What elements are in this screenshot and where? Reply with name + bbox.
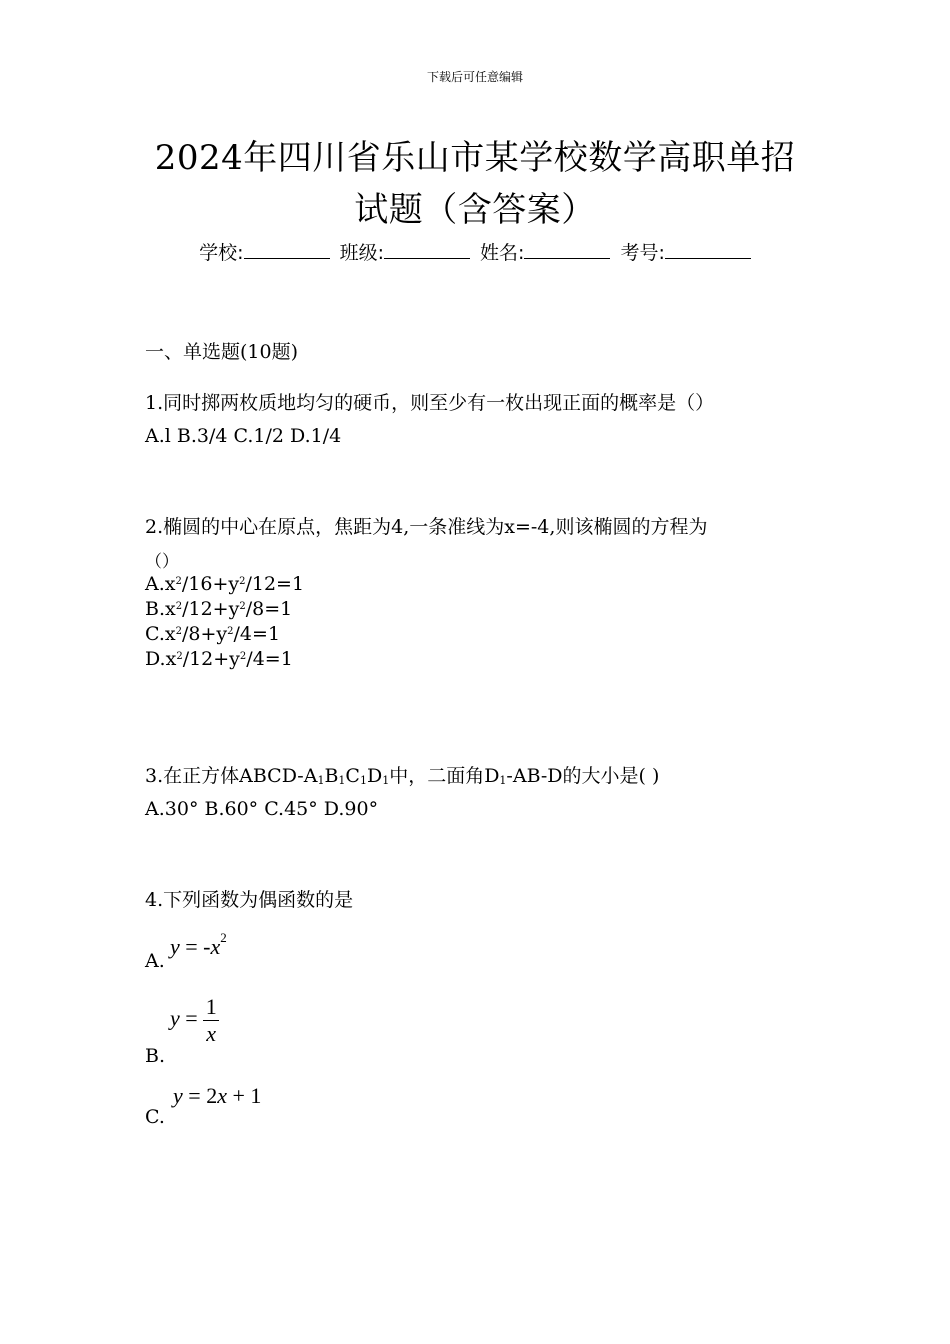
q4-option-b-label: B. [145, 1045, 166, 1067]
q1-options: A.l B.3/4 C.1/2 D.1/4 [145, 425, 342, 447]
q4-formula-a: $y = -x^2$ [170, 930, 227, 959]
q2-stem-bracket: （） [145, 552, 179, 572]
school-field [199, 238, 329, 265]
name-label: 姓名: [480, 242, 525, 264]
q2-option-d: $D.x^2/12+y^2/4=1$ [145, 648, 293, 670]
page-title-line2: 试题（含答案） [354, 190, 596, 230]
q2-option-a: $A.x^2/16+y^2/12=1$ [145, 573, 305, 595]
number-field [620, 238, 750, 265]
section-title: 一、单选题(10题) [145, 341, 299, 363]
school-blank [244, 240, 330, 259]
number-blank [665, 240, 751, 259]
header-note: 下载后可任意编辑 [426, 70, 523, 84]
q2-option-b: $B.x^2/12+y^2/8=1$ [145, 598, 293, 620]
name-blank [524, 240, 610, 259]
q2-option-c: $C.x^2/8+y^2/4=1$ [145, 623, 281, 645]
q4-option-a-label: A. [145, 950, 165, 972]
student-info-fields [0, 238, 950, 265]
q3-options: A.30° B.60° C.45° D.90° [145, 798, 379, 820]
q3-stem: 3.在正方体ABCD-$A_1B_1C_1D_1$中，二面角$D_1-AB-D$的大小是( ) [145, 765, 660, 787]
q4-stem: 4.下列函数为偶函数的是 [145, 889, 354, 911]
school-label: 学校: [199, 242, 244, 264]
number-label: 考号: [620, 242, 665, 264]
q4-option-c-label: C. [145, 1106, 165, 1128]
class-label: 班级: [339, 242, 384, 264]
page-title-line1: 2024年四川省乐山市某学校数学高职单招 [154, 138, 796, 178]
fraction: $\frac{1}{x}$ [203, 994, 219, 1047]
class-field [340, 238, 470, 265]
q4-formula-c: y = 2x + 1 [173, 1083, 262, 1108]
q4-formula-b: y = $\frac{1}{x}$ [170, 994, 219, 1047]
class-blank [384, 240, 470, 259]
q1-stem: 1.同时掷两枚质地均匀的硬币，则至少有一枚出现正面的概率是（） [145, 392, 715, 414]
name-field [480, 238, 610, 265]
q2-stem: 2.椭圆的中心在原点，焦距为4,一条准线为x=-4,则该椭圆的方程为 [145, 516, 708, 538]
